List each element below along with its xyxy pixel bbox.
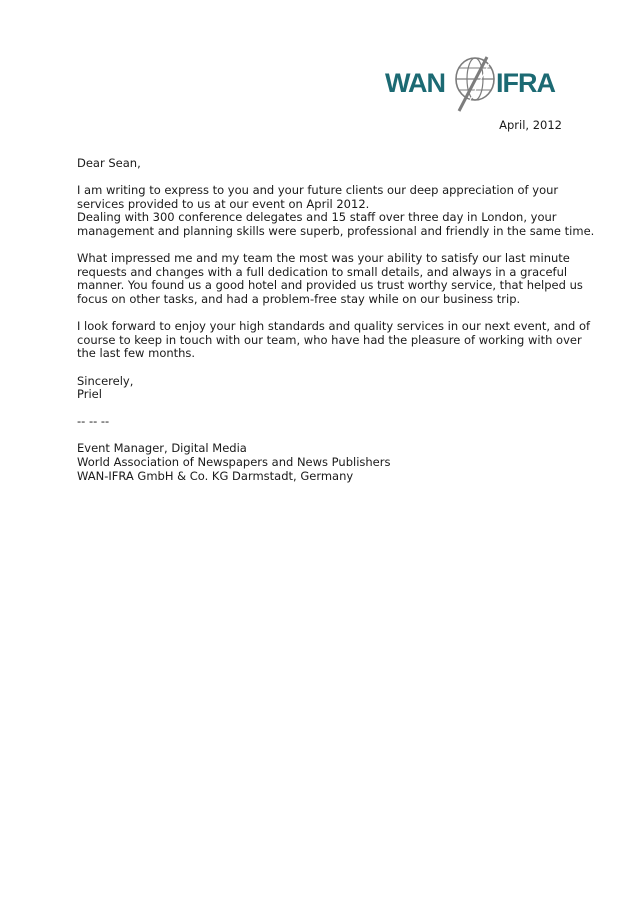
closing: [77, 375, 577, 402]
paragraph-line: the last few months.: [77, 346, 196, 361]
paragraph-line: course to keep in touch with our team, who have had the pleasure of working with over: [77, 332, 582, 347]
globe-icon: [456, 57, 494, 112]
paragraph-line: What impressed me and my team the most was your ability to satisfy our last minute: [77, 251, 570, 266]
paragraph-line: I am writing to express to you and your future clients our deep appreciation of your: [77, 183, 559, 198]
greeting: Dear Sean,: [77, 156, 141, 170]
signature-block: [77, 442, 577, 483]
logo-text-ifra: IFRA: [496, 68, 555, 98]
paragraph-line: I look forward to enjoy your high standards and quality services in our next event, and of: [77, 319, 591, 334]
closing-name: Priel: [77, 387, 102, 402]
letter-date: April, 2012: [499, 118, 562, 132]
paragraph-future: [77, 319, 591, 361]
paragraph-appreciation: [77, 183, 595, 238]
paragraph-line: manner. You found us a good hotel and provided us trust worthy service, that helped us: [77, 278, 583, 293]
letter-body: [77, 156, 595, 497]
signature-organization: World Association of Newspapers and News Publishers: [77, 455, 391, 470]
closing-salutation: Sincerely,: [77, 373, 134, 388]
signature-address: WAN-IFRA GmbH & Co. KG Darmstadt, Germany: [77, 468, 354, 483]
paragraph-line: requests and changes with a full dedication to small details, and always in a graceful: [77, 264, 568, 279]
signature-title: Event Manager, Digital Media: [77, 441, 247, 456]
logo-text-wan: WAN: [385, 68, 445, 98]
paragraph-line: services provided to us at our event on April 2012.: [77, 196, 370, 211]
paragraph-line: Dealing with 300 conference delegates and 15 staff over three day in London, your: [77, 210, 557, 225]
separator: -- -- --: [77, 414, 110, 429]
paragraph-line: management and planning skills were superb, professional and friendly in the same time.: [77, 223, 595, 238]
paragraph-impression: [77, 251, 583, 306]
paragraph-line: focus on other tasks, and had a problem-free stay while on our business trip.: [77, 291, 521, 306]
wan-ifra-logo: [383, 54, 569, 114]
